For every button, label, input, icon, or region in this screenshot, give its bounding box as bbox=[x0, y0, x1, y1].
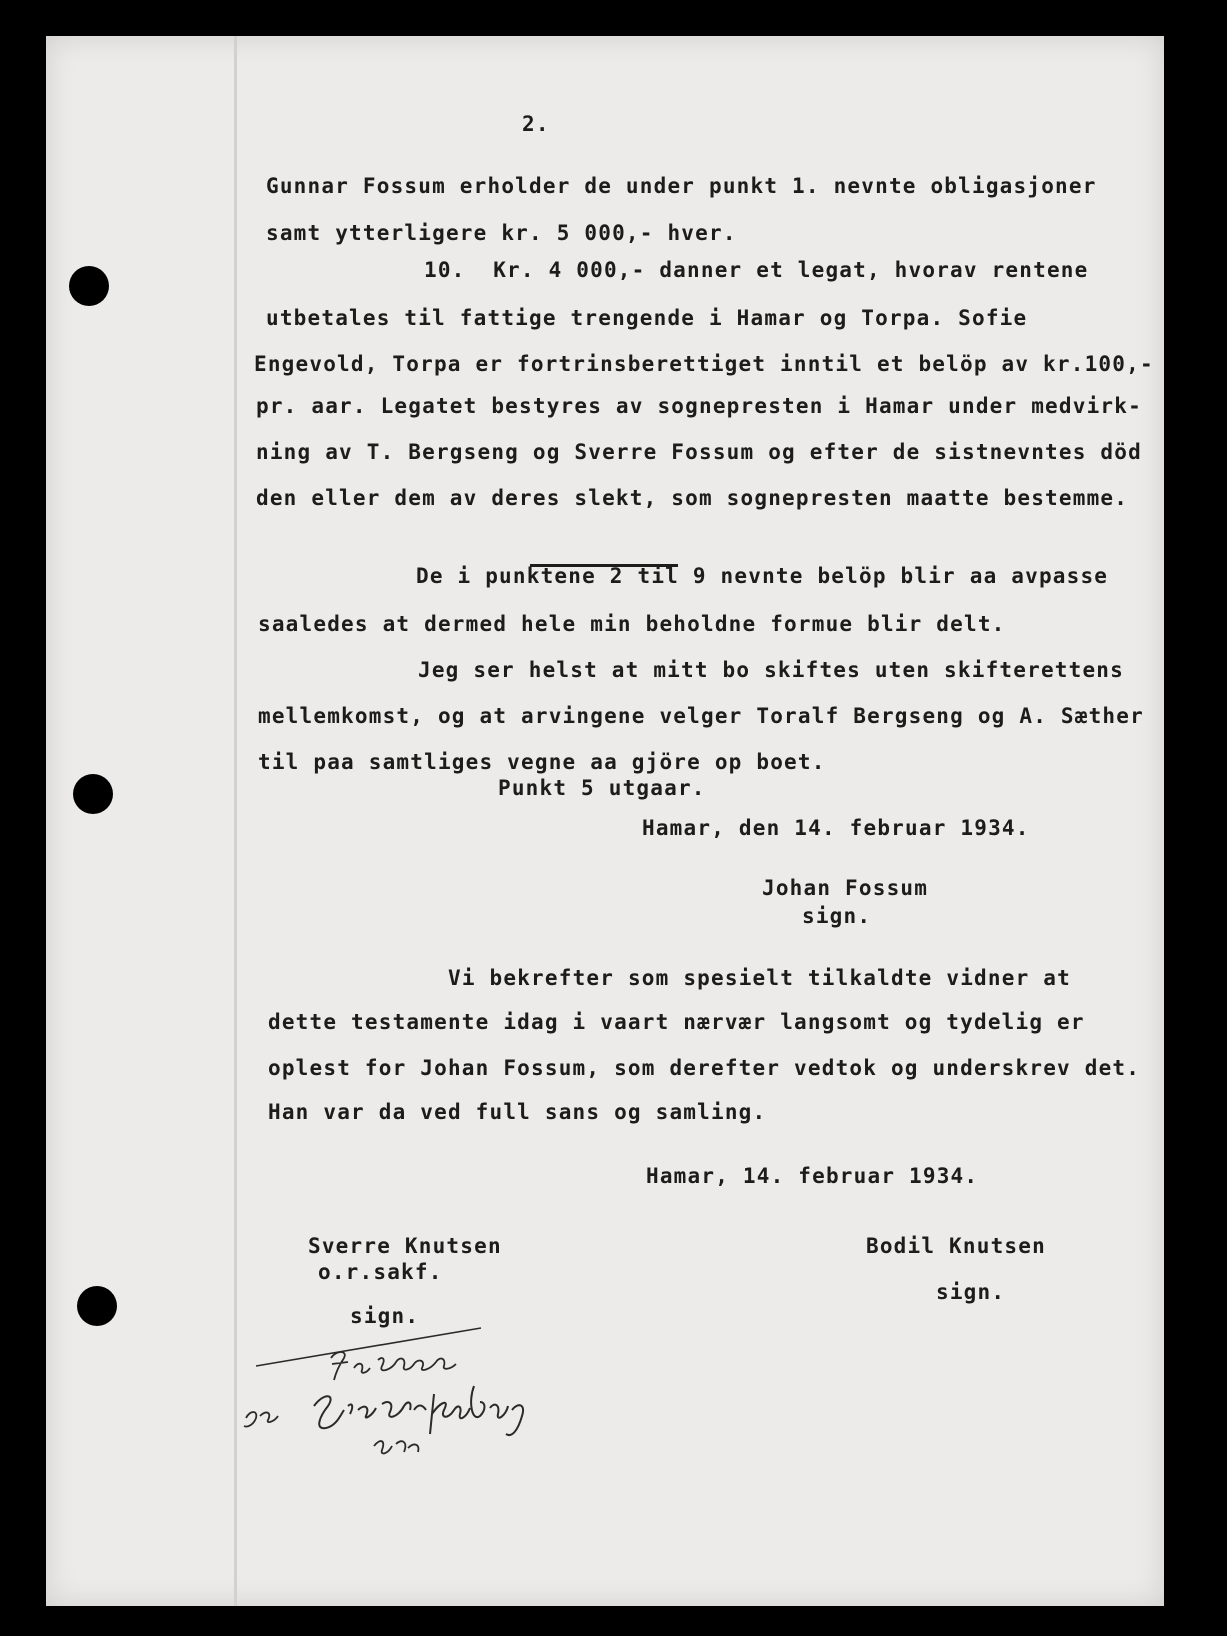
text-line: Vi bekrefter som spesielt tilkaldte vidner at bbox=[448, 966, 1071, 990]
date-line: Hamar, 14. februar 1934. bbox=[646, 1164, 979, 1188]
text-line: utbetales til fattige trengende i Hamar og Torpa. Sofie bbox=[266, 306, 1028, 330]
witness1-title: o.r.sakf. bbox=[318, 1260, 443, 1284]
witness2-name: Bodil Knutsen bbox=[866, 1234, 1046, 1258]
punch-hole bbox=[73, 774, 113, 814]
page-number: 2. bbox=[522, 112, 550, 136]
punch-hole bbox=[77, 1286, 117, 1326]
witness1-sign: sign. bbox=[350, 1304, 420, 1328]
date-line: Hamar, den 14. februar 1934. bbox=[642, 816, 1030, 840]
witness2-sign: sign. bbox=[936, 1280, 1006, 1304]
text-line: til paa samtliges vegne aa gjöre op boet. bbox=[258, 750, 826, 774]
text-line: samt ytterligere kr. 5 000,- hver. bbox=[266, 221, 737, 245]
text-line: Jeg ser helst at mitt bo skiftes uten skifterettens bbox=[418, 658, 1124, 682]
text-line: ning av T. Bergseng og Sverre Fossum og efter de sistnevntes död bbox=[256, 440, 1142, 464]
text-line: 10. Kr. 4 000,- danner et legat, hvorav rentene bbox=[424, 258, 1089, 282]
text-line: Han var da ved full sans og samling. bbox=[268, 1100, 767, 1124]
text-line: mellemkomst, og at arvingene velger Toralf Bergseng og A. Sæther bbox=[258, 704, 1144, 728]
handwritten-signature bbox=[236, 1306, 536, 1466]
punch-hole bbox=[69, 266, 109, 306]
text-line: dette testamente idag i vaart nærvær langsomt og tydelig er bbox=[268, 1010, 1085, 1034]
testator-sign: sign. bbox=[802, 904, 872, 928]
document-page bbox=[46, 36, 1164, 1606]
text-line: De i punktene 2 til 9 nevnte belöp blir aa avpasse bbox=[416, 564, 1109, 588]
testator-name: Johan Fossum bbox=[762, 876, 929, 900]
text-line: oplest for Johan Fossum, som derefter vedtok og underskrev det. bbox=[268, 1056, 1141, 1080]
text-line: den eller dem av deres slekt, som sognepresten maatte bestemme. bbox=[256, 486, 1129, 510]
text-line: Gunnar Fossum erholder de under punkt 1. nevnte obligasjoner bbox=[266, 174, 1097, 198]
text-line: saaledes at dermed hele min beholdne formue blir delt. bbox=[258, 612, 1006, 636]
witness1-name: Sverre Knutsen bbox=[308, 1234, 502, 1258]
text-line: pr. aar. Legatet bestyres av sognepresten i Hamar under medvirk- bbox=[256, 394, 1142, 418]
text-line: Punkt 5 utgaar. bbox=[498, 776, 706, 800]
text-line: Engevold, Torpa er fortrinsberettiget inntil et belöp av kr.100,- bbox=[254, 352, 1154, 376]
